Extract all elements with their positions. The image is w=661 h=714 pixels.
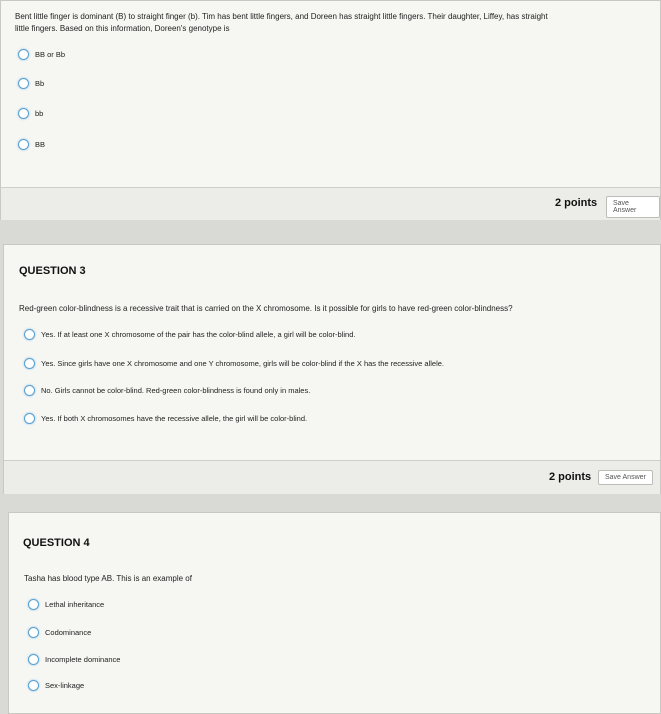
radio-button[interactable] bbox=[24, 385, 35, 396]
option-label: No. Girls cannot be color-blind. Red-green color-blindness is found only in males. bbox=[41, 386, 311, 395]
q4-option-incomplete-dominance[interactable] bbox=[28, 654, 120, 665]
q4-option-lethal-inheritance[interactable] bbox=[28, 599, 104, 610]
q4-option-sex-linkage[interactable] bbox=[28, 680, 84, 691]
q3-option-no-males-only[interactable] bbox=[24, 385, 310, 396]
q2-option-bb-or-bb[interactable] bbox=[18, 49, 65, 60]
q3-option-at-least-one-x[interactable] bbox=[24, 329, 355, 340]
radio-button[interactable] bbox=[18, 139, 29, 150]
question-4-title: QUESTION 4 bbox=[23, 537, 90, 549]
radio-button[interactable] bbox=[24, 413, 35, 424]
option-label: BB or Bb bbox=[35, 50, 66, 59]
question-3-panel bbox=[3, 244, 661, 494]
question-3-points: 2 points bbox=[549, 471, 592, 483]
question-2-points: 2 points bbox=[555, 197, 598, 209]
question-3-footer bbox=[4, 460, 660, 494]
radio-button[interactable] bbox=[28, 654, 39, 665]
question-3-save-answer-button[interactable]: Save Answer bbox=[598, 470, 653, 485]
question-2-panel bbox=[0, 0, 661, 220]
radio-button[interactable] bbox=[28, 627, 39, 638]
q2-option-bb-hetero[interactable] bbox=[18, 78, 44, 89]
option-label: Sex-linkage bbox=[45, 681, 85, 690]
option-label: Bb bbox=[35, 79, 45, 88]
radio-button[interactable] bbox=[24, 329, 35, 340]
option-label: Incomplete dominance bbox=[45, 655, 121, 664]
question-4-prompt: Tasha has blood type AB. This is an example of bbox=[24, 574, 192, 583]
q3-option-both-x[interactable] bbox=[24, 413, 307, 424]
question-2-save-answer-button[interactable]: Save Answer bbox=[606, 196, 660, 218]
question-4-panel bbox=[8, 512, 661, 714]
option-label: Codominance bbox=[45, 628, 92, 637]
option-label: Yes. If both X chromosomes have the recessive allele, the girl will be color-blind. bbox=[41, 414, 308, 423]
option-label: bb bbox=[35, 109, 44, 118]
question-2-footer bbox=[1, 187, 660, 220]
radio-button[interactable] bbox=[28, 599, 39, 610]
q2-option-bb-recessive[interactable] bbox=[18, 108, 43, 119]
q4-option-codominance[interactable] bbox=[28, 627, 91, 638]
radio-button[interactable] bbox=[28, 680, 39, 691]
q2-option-bb-dominant[interactable] bbox=[18, 139, 45, 150]
radio-button[interactable] bbox=[18, 49, 29, 60]
option-label: Lethal inheritance bbox=[45, 600, 105, 609]
option-label: Yes. If at least one X chromosome of the pair has the color-blind allele, a girl will be color-blind. bbox=[41, 330, 356, 339]
question-2-prompt bbox=[15, 11, 655, 35]
option-label: BB bbox=[35, 140, 46, 149]
question-2-prompt-line1: Bent little finger is dominant (B) to straight finger (b). Tim has bent little fingers, and Doreen has straight little fingers. Their daughter, Liffey, has straight bbox=[15, 12, 548, 21]
question-3-prompt: Red-green color-blindness is a recessive trait that is carried on the X chromosome. Is it possible for girls to have red-green color-blindness? bbox=[19, 304, 513, 313]
radio-button[interactable] bbox=[24, 358, 35, 369]
option-label: Yes. Since girls have one X chromosome and one Y chromosome, girls will be color-blind if the X has the recessive allele. bbox=[41, 359, 444, 368]
q3-option-one-x-one-y[interactable] bbox=[24, 358, 444, 369]
radio-button[interactable] bbox=[18, 78, 29, 89]
question-3-title: QUESTION 3 bbox=[19, 265, 86, 277]
radio-button[interactable] bbox=[18, 108, 29, 119]
question-2-prompt-line2: little fingers. Based on this information, Doreen's genotype is bbox=[15, 24, 230, 33]
